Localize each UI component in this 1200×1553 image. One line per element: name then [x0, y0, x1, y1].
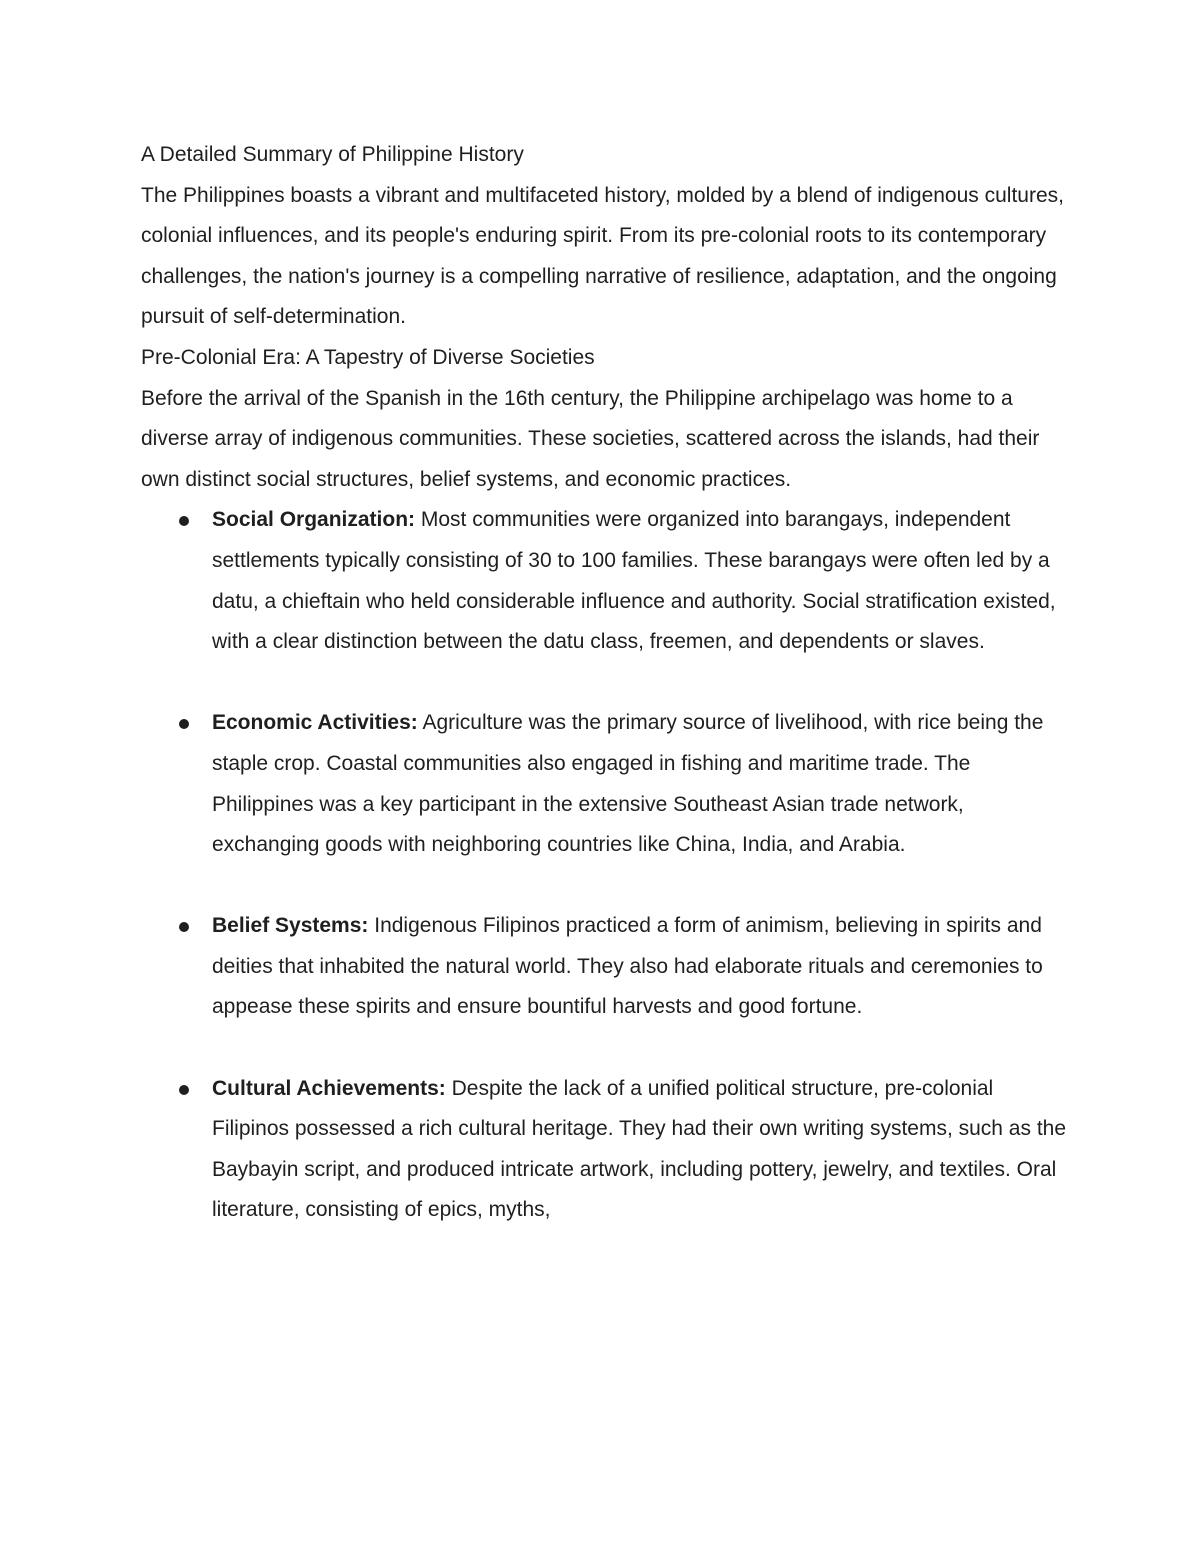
section-heading: Pre-Colonial Era: A Tapestry of Diverse Societies [141, 345, 595, 369]
bullet-item-social-organization [141, 500, 1071, 662]
bullet-item-belief-systems [141, 906, 1071, 1028]
intro-paragraph: The Philippines boasts a vibrant and multifaceted history, molded by a blend of indigenous cultures, colonial influences, and its people's enduring spirit. From its pre-colonial roots to its contemporary challenges, the nation's journey is a compelling narrative of resilience, adaptation, and the ongoing pursuit of self-determination. [141, 183, 1064, 329]
bullet-text: Agriculture was the primary source of livelihood, with rice being the staple crop. Coastal communities also engaged in fishing and maritime trade. The Philippines was a key participant in the extensive Southeast Asian trade network, exchanging goods with neighboring countries like China, India, and Arabia. [212, 711, 1044, 857]
bullet-item-cultural-achievements [141, 1069, 1071, 1231]
bullet-text: Despite the lack of a unified political structure, pre-colonial Filipinos possessed a rich cultural heritage. They had their own writing systems, such as the Baybayin script, and produced intricate artwork, including pottery, jewelry, and textiles. Oral literature, consisting of epics, myths, [212, 1076, 1067, 1222]
bullet-term: Social Organization: [212, 508, 416, 532]
bullet-text: Indigenous Filipinos practiced a form of animism, believing in spirits and deities that inhabited the natural world. They also had elaborate rituals and ceremonies to appease these spirits and ensure bountiful harvests and good fortune. [212, 914, 1043, 1019]
bullet-dot-icon [179, 1085, 189, 1095]
section-intro-paragraph: Before the arrival of the Spanish in the 16th century, the Philippine archipelago was home to a diverse array of indigenous communities. These societies, scattered across the islands, had their own distinct social structures, belief systems, and economic practices. [141, 386, 1040, 491]
document-title: A Detailed Summary of Philippine History [141, 143, 524, 166]
bullet-term: Cultural Achievements: [212, 1076, 446, 1100]
bullet-text: Most communities were organized into barangays, independent settlements typically consisting of 30 to 100 families. These barangays were often led by a datu, a chieftain who held considerable influence and authority. Social stratification existed, with a clear distinction between the datu class, freemen, and dependents or slaves. [212, 508, 1056, 654]
bullet-dot-icon [179, 922, 189, 932]
bullet-dot-icon [179, 516, 189, 526]
document-page [141, 135, 1071, 1231]
bullet-list [141, 500, 1071, 1231]
bullet-term: Belief Systems: [212, 914, 369, 938]
bullet-dot-icon [179, 719, 189, 729]
bullet-item-economic-activities [141, 703, 1071, 865]
bullet-term: Economic Activities: [212, 711, 418, 735]
